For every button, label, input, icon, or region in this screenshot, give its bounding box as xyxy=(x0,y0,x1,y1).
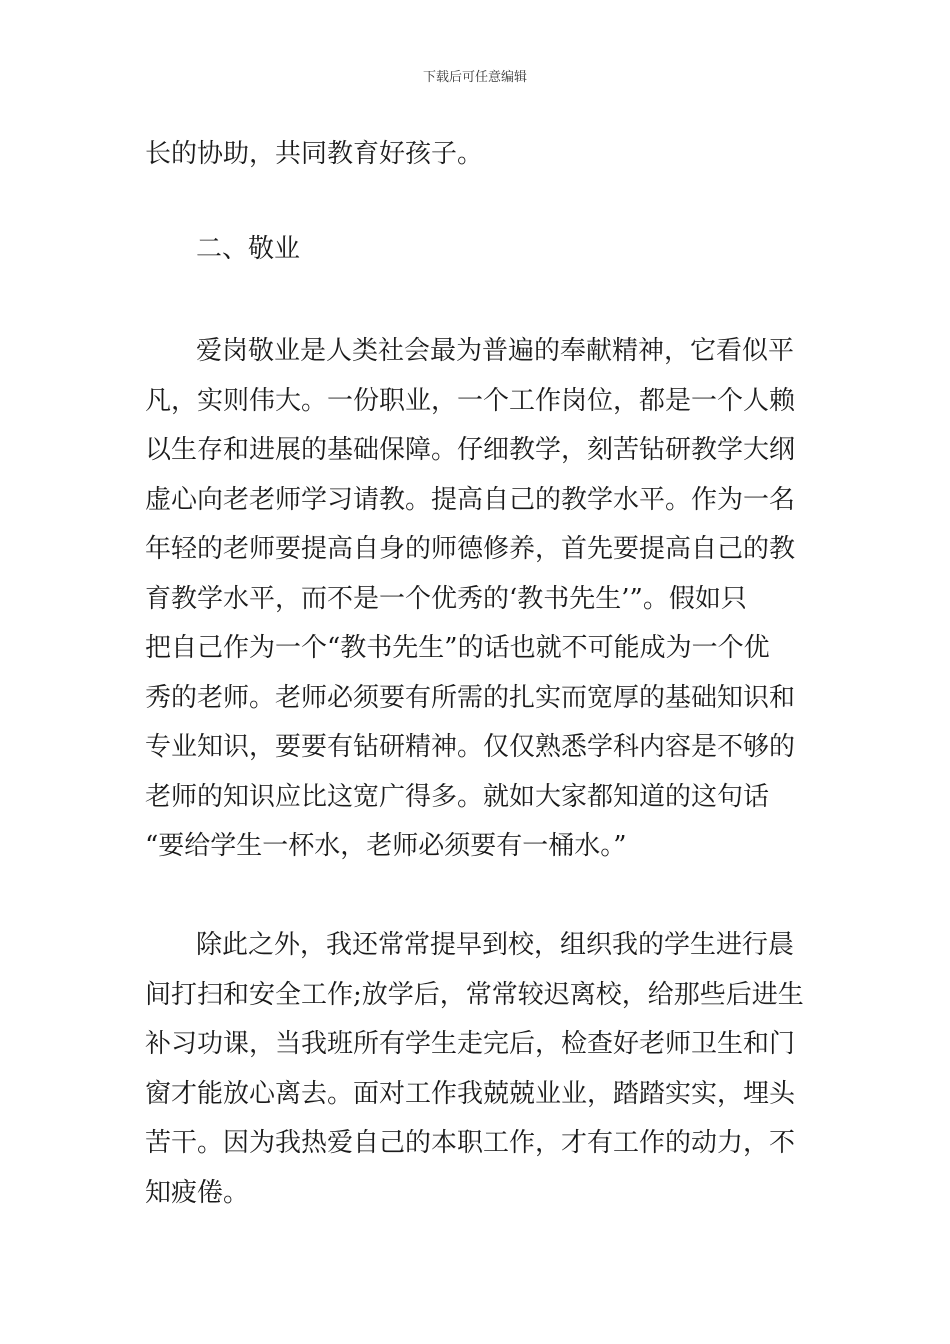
page-header-note: 下载后可任意编辑 xyxy=(422,70,527,85)
paragraph-line: 知疲倦。 xyxy=(145,1178,250,1208)
paragraph-line: 苦干。因为我热爱自己的本职工作，才有工作的动力，不 xyxy=(145,1128,796,1158)
paragraph-line: 除此之外，我还常常提早到校，组织我的学生进行晨 xyxy=(196,930,795,960)
paragraph-line: 爱岗敬业是人类社会最为普遍的奉献精神，它看似平 xyxy=(196,336,795,366)
continuation-line: 长的协助，共同教育好孩子。 xyxy=(145,139,484,169)
paragraph-line: 老师的知识应比这宽广得多。就如大家都知道的这句话 xyxy=(145,782,770,812)
paragraph-line: 窗才能放心离去。面对工作我兢兢业业，踏踏实实，埋头 xyxy=(145,1079,796,1109)
paragraph-line: 虚心向老老师学习请教。提高自己的教学水平。作为一名 xyxy=(145,485,796,515)
paragraph-line: 育教学水平，而不是一个优秀的‘教书先生’”。假如只 xyxy=(145,584,747,614)
paragraph-line: 年轻的老师要提高自身的师德修养，首先要提高自己的教 xyxy=(145,534,796,564)
paragraph-line: 间打扫和安全工作;放学后，常常较迟离校，给那些后进生 xyxy=(145,980,804,1010)
paragraph-line: 以生存和进展的基础保障。仔细教学，刻苦钻研教学大纲 xyxy=(145,435,796,465)
section-heading: 二、敬业 xyxy=(196,234,301,264)
paragraph-line: 凡，实则伟大。一份职业，一个工作岗位，都是一个人赖 xyxy=(145,386,796,416)
paragraph-line: “要给学生一杯水，老师必须要有一桶水。” xyxy=(145,831,627,861)
paragraph-line: 秀的老师。老师必须要有所需的扎实而宽厚的基础知识和 xyxy=(145,683,796,713)
paragraph-line: 补习功课，当我班所有学生走完后，检查好老师卫生和门 xyxy=(145,1029,796,1059)
paragraph-line: 专业知识，要要有钻研精神。仅仅熟悉学科内容是不够的 xyxy=(145,732,796,762)
paragraph-line: 把自己作为一个“教书先生”的话也就不可能成为一个优 xyxy=(145,633,770,663)
